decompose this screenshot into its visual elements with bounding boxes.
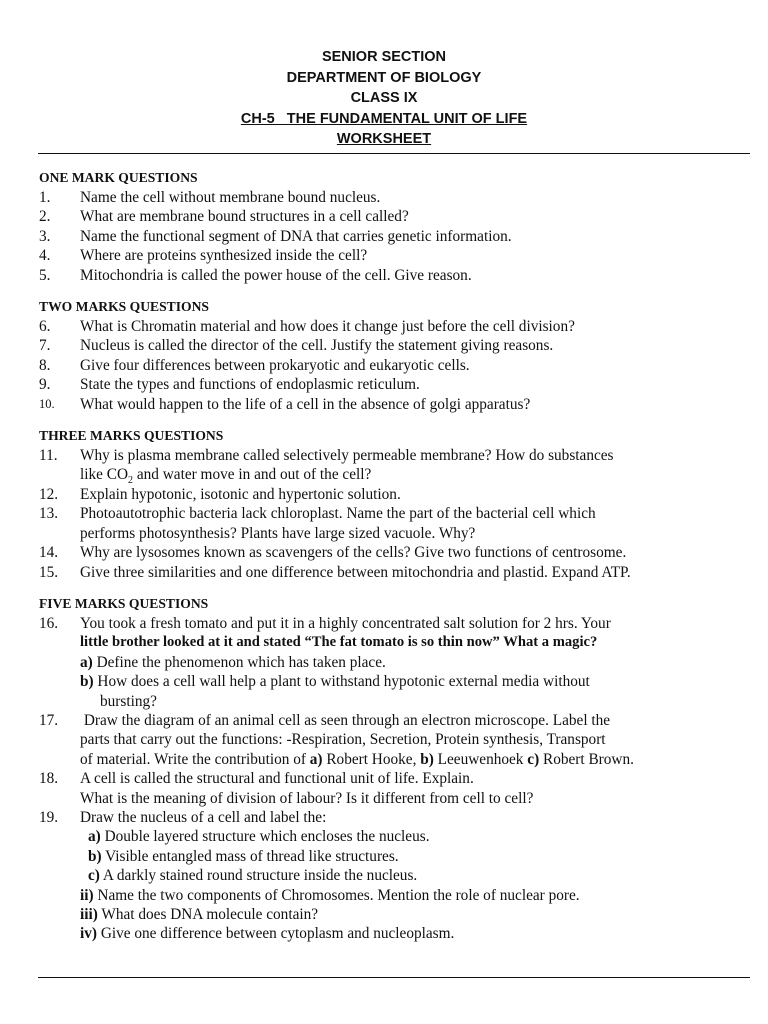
question-1: 1. Name the cell without membrane bound nucleus. bbox=[39, 189, 381, 206]
chapter-title: CH-5 THE FUNDAMENTAL UNIT OF LIFE bbox=[240, 110, 528, 127]
school-section: SENIOR SECTION bbox=[321, 49, 447, 65]
section-three-marks: THREE MARKS QUESTIONS bbox=[39, 428, 224, 444]
question-17: 17. Draw the diagram of an animal cell as seen through an electron microscope. Label the parts that carry out the functions: -Respiration, Secretion, Protein synthesis, Transport of material. Write the contribution of a) Robert Hooke, b) Leeuwenhoek c) Robert Brown. bbox=[39, 711, 634, 768]
question-10: 10. What would happen to the life of a cell in the absence of golgi apparatus? bbox=[39, 395, 531, 413]
top-rule bbox=[38, 153, 750, 154]
department: DEPARTMENT OF BIOLOGY bbox=[286, 69, 482, 86]
questions bbox=[39, 168, 739, 944]
bottom-rule bbox=[38, 977, 750, 978]
question-19: 19. Draw the nucleus of a cell and label the: a) Double layered structure which encloses the nucleus. b) Visible entangled mass of thread like structures. c) A darkly stained round structure inside the nucleus. ii) Name the two components of Chromosomes. Mention the role of nuclear pore. iii) What does DNA molecule contain? iv) Give one difference between cytoplasm and nucleoplasm. bbox=[39, 808, 580, 943]
worksheet-title: WORKSHEET bbox=[336, 131, 432, 147]
question-12: 12. Explain hypotonic, isotonic and hypertonic solution. bbox=[39, 485, 401, 503]
class-name: CLASS IX bbox=[350, 90, 418, 106]
question-6: 6. What is Chromatin material and how does it change just before the cell division? bbox=[39, 318, 575, 336]
question-11: 11. Why is plasma membrane called selectively permeable membrane? How do substances like $CO_2$ and water move in and out of the cell? bbox=[39, 447, 614, 487]
question-5: 5. Mitochondria is called the power house of the cell. Give reason. bbox=[39, 266, 472, 284]
question-8: 8. Give four differences between prokaryotic and eukaryotic cells. bbox=[39, 356, 470, 374]
question-9: 9. State the types and functions of endoplasmic reticulum. bbox=[39, 376, 420, 394]
question-14: 14. Why are lysosomes known as scavengers of the cells? Give two functions of centrosome. bbox=[39, 544, 627, 562]
worksheet-header bbox=[0, 47, 768, 150]
question-3: 3. Name the functional segment of DNA that carries genetic information. bbox=[39, 227, 512, 245]
question-4: 4. Where are proteins synthesized inside the cell? bbox=[39, 247, 368, 265]
section-five-marks: FIVE MARKS QUESTIONS bbox=[39, 595, 209, 611]
question-13: 13. Photoautotrophic bacteria lack chloroplast. Name the part of the bacterial cell which performs photosynthesis? Plants have large sized vacuole. Why? bbox=[39, 505, 596, 542]
question-2: 2. What are membrane bound structures in a cell called? bbox=[39, 208, 409, 226]
section-one-mark: ONE MARK QUESTIONS bbox=[39, 170, 198, 185]
section-two-marks: TWO MARKS QUESTIONS bbox=[39, 299, 209, 315]
question-7: 7. Nucleus is called the director of the cell. Justify the statement giving reasons. bbox=[39, 337, 554, 355]
question-15: 15. Give three similarities and one difference between mitochondria and plastid. Expand ATP. bbox=[39, 563, 631, 581]
question-16: 16. You took a fresh tomato and put it in a highly concentrated salt solution for 2 hrs. Your little brother looked at it and stated “The fat tomato is so thin now” What a magic? a) Define the phenomenon which has taken place. b) How does a cell wall help a plant to withstand hypotonic external media without bursting? bbox=[39, 614, 611, 710]
question-18: 18. A cell is called the structural and functional unit of life. Explain. What is the meaning of division of labour? Is it different from cell to cell? bbox=[39, 770, 534, 807]
